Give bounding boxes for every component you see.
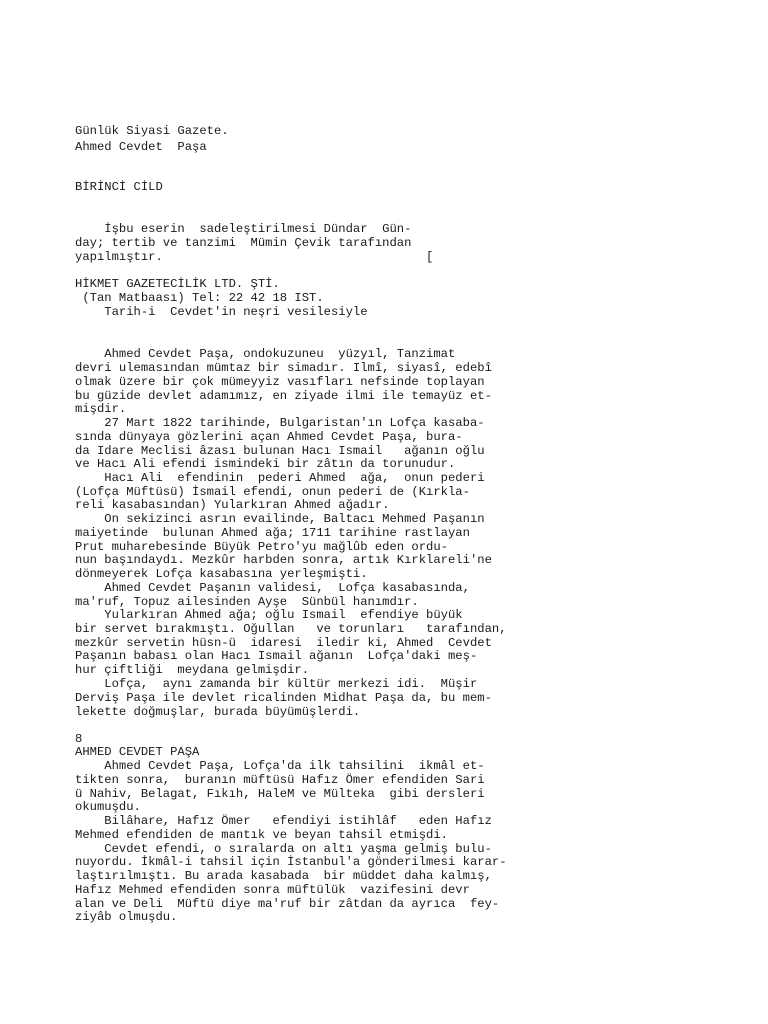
text-line: Hacı Ali efendinin pederi Ahmed ağa, onun pederi xyxy=(75,471,485,485)
text-line: tikten sonra, buranın müftüsü Hafız Ömer efendiden Sari xyxy=(75,773,485,787)
text-line: bir servet bırakmıştı. Oğullan ve torunları tarafından, xyxy=(75,622,507,636)
text-line: Prut muharebesinde Büyük Petro'yu mağlûb eden ordu- xyxy=(75,540,448,554)
text-line: mişdir. xyxy=(75,402,127,416)
publisher-contact: (Tan Matbaası) Tel: 22 42 18 IST. xyxy=(75,291,324,305)
newspaper-subtitle: Günlük Siyasi Gazete. xyxy=(75,124,229,138)
text-line: Ahmed Cevdet Paşanın validesi, Lofça kasabasında, xyxy=(75,581,470,595)
text-line: Ahmed Cevdet Paşa, Lofça'da ilk tahsilini ikmâl et- xyxy=(75,759,485,773)
publisher-name: HİKMET GAZETECİLİK LTD. ŞTİ. xyxy=(75,277,280,291)
text-line: Bilâhare, Hafız Ömer efendiyi istihlâf eden Hafız xyxy=(75,814,492,828)
text-line: mezkûr servetin hüsn-ü idaresi iledir ki, Ahmed Cevdet xyxy=(75,636,492,650)
text-line: ma'ruf, Topuz ailesinden Ayşe Sünbül hanımdır. xyxy=(75,595,419,609)
text-line: (Lofça Müftüsü) İsmail efendi, onun pederi de (Kırkla- xyxy=(75,485,470,499)
text-line: dönmeyerek Lofça kasabasına yerleşmişti. xyxy=(75,567,368,581)
text-line: bu güzide devlet adamımız, en ziyade ilmi ile temayüz et- xyxy=(75,389,492,403)
text-line: Lofça, aynı zamanda bir kültür merkezi idi. Müşir xyxy=(75,677,478,691)
text-line: Derviş Paşa ile devlet ricalinden Midhat Paşa da, bu mem- xyxy=(75,691,492,705)
text-line: ü Nahiv, Belagat, Fıkıh, HaleM ve Mülteka gibi dersleri xyxy=(75,787,485,801)
text-line: Ahmed Cevdet Paşa, ondokuzuneu yüzyıl, Tanzimat xyxy=(75,347,456,361)
text-line: On sekizinci asrın evailinde, Baltacı Mehmed Paşanın xyxy=(75,512,485,526)
text-line: Hafız Mehmed efendiden sonra müftülük vazifesini devr xyxy=(75,883,470,897)
text-line: hur çiftliği meydana gelmişdir. xyxy=(75,663,310,677)
text-line: Paşanın babası olan Hacı Ismail ağanın Lofça'daki meş- xyxy=(75,649,478,663)
text-line: day; tertib ve tanzimi Mümin Çevik tarafından xyxy=(75,236,412,250)
text-line: da Idare Meclisi âzası bulunan Hacı Ismail ağanın oğlu xyxy=(75,444,485,458)
text-line: devri ulemasından mümtaz bir simadır. Ilmî, siyasî, edebî xyxy=(75,361,492,375)
text-line: İşbu eserin sadeleştirilmesi Dündar Gün- xyxy=(75,222,412,236)
text-line: lekette doğmuşlar, burada büyümüşlerdi. xyxy=(75,705,361,719)
section-heading: Tarih-i Cevdet'in neşri vesilesiyle xyxy=(75,305,368,319)
running-header: AHMED CEVDET PAŞA xyxy=(75,745,200,759)
text-line: reli kasabasından) Yularkıran Ahmed ağadır. xyxy=(75,498,390,512)
text-line: Cevdet efendi, o sıralarda on altı yaşma gelmiş bulu- xyxy=(75,842,492,856)
text-line: Mehmed efendiden de mantık ve beyan tahsil etmişdi. xyxy=(75,828,448,842)
text-line: sında dünyaya gözlerini açan Ahmed Cevdet Paşa, bura- xyxy=(75,430,463,444)
text-line: nuyordu. İkmâl-i tahsil için İstanbul'a gönderilmesi karar- xyxy=(75,855,507,869)
volume-title: BİRİNCİ CİLD xyxy=(75,180,163,194)
page-number: 8 xyxy=(75,732,83,746)
text-line: ve Hacı Ali efendi ismindeki bir zâtın da torunudur. xyxy=(75,457,456,471)
text-line: nun başındaydı. Mezkûr harbden sonra, artık Kırklareli'ne xyxy=(75,553,492,567)
text-line: laştırılmıştı. Bu arada kasabada bir müddet daha kalmış, xyxy=(75,869,492,883)
text-line: yapılmıştır. [ xyxy=(75,250,434,264)
text-line: olmak üzere bir çok mümeyyiz vasıfları nefsinde toplayan xyxy=(75,375,485,389)
text-line: alan ve Deli Müftü diye ma'ruf bir zâtdan da ayrıca fey- xyxy=(75,897,500,911)
author-name: Ahmed Cevdet Paşa xyxy=(75,140,207,154)
text-line: Yularkıran Ahmed ağa; oğlu Ismail efendiye büyük xyxy=(75,608,463,622)
text-line: ziyâb olmuşdu. xyxy=(75,910,178,924)
text-line: 27 Mart 1822 tarihinde, Bulgaristan'ın Lofça kasaba- xyxy=(75,416,485,430)
text-line: maiyetinde bulunan Ahmed ağa; 1711 tarihine rastlayan xyxy=(75,526,470,540)
text-line: okumuşdu. xyxy=(75,800,141,814)
